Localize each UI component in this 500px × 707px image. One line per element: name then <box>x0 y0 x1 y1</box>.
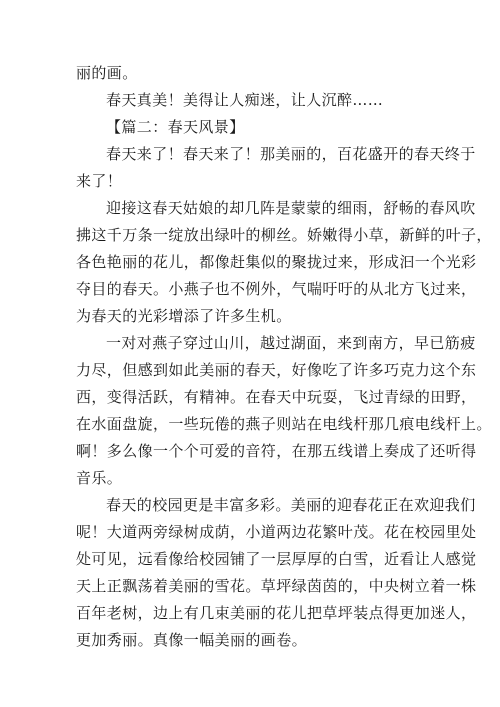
text-line: 春天真美！美得让人痴迷，让人沉醉…… <box>106 91 384 109</box>
text-line: 音乐。 <box>76 469 123 487</box>
text-line: 啊！多么像一个个可爱的音符，在那五线谱上奏成了还听得 <box>76 442 477 460</box>
text-line: 各色艳丽的花儿，都像赶集似的聚拢过来，形成汩一个光彩 <box>76 253 477 271</box>
text-line: 百年老树，边上有几束美丽的花儿把草坪装点得更加迷人， <box>76 604 477 622</box>
text-line: 呢！大道两旁绿树成荫，小道两边花繁叶茂。花在校园里处 <box>76 523 477 541</box>
text-line: 为春天的光彩增添了许多生机。 <box>76 307 292 325</box>
paragraph <box>76 195 492 330</box>
section-heading <box>76 114 428 141</box>
text-line: 西，变得活跃，有精神。在春天中玩耍，飞过青绿的田野， <box>76 388 477 406</box>
text-line: 迎接这春天姑娘的却几阵是蒙蒙的细雨，舒畅的春风吹 <box>106 199 476 217</box>
document-body <box>76 60 492 654</box>
paragraph <box>76 60 428 87</box>
text-line: 天上正飘荡着美丽的雪花。草坪绿茵茵的，中央树立着一株 <box>76 577 477 595</box>
paragraph <box>76 87 428 114</box>
text-line: 来了！ <box>76 172 123 190</box>
text-line: 【篇二：春天风景】 <box>106 118 245 136</box>
text-line: 春天的校园更是丰富多彩。美丽的迎春花正在欢迎我们 <box>106 496 476 514</box>
text-line: 处可见，远看像给校园铺了一层厚厚的白雪，近看让人感觉 <box>76 550 477 568</box>
text-line: 丽的画。 <box>76 64 138 82</box>
paragraph <box>76 141 476 195</box>
text-line: 更加秀丽。真像一幅美丽的画卷。 <box>76 631 308 649</box>
text-line: 春天来了！春天来了！那美丽的，百花盛开的春天终于 <box>106 145 476 163</box>
text-line: 夺目的春天。小燕子也不例外，气喘吁吁的从北方飞过来， <box>76 280 477 298</box>
paragraph <box>76 330 492 492</box>
text-line: 一对对燕子穿过山川，越过湖面，来到南方，早已筋疲 <box>106 334 476 352</box>
text-line: 在水面盘旋，一些玩倦的燕子则站在电线杆那几痕电线杆上。 <box>76 415 492 433</box>
text-line: 力尽，但感到如此美丽的春天，好像吃了许多巧克力这个东 <box>76 361 477 379</box>
text-line: 拂这千万条一绽放出绿叶的柳丝。娇嫩得小草，新鲜的叶子， <box>76 226 492 244</box>
paragraph <box>76 492 477 654</box>
